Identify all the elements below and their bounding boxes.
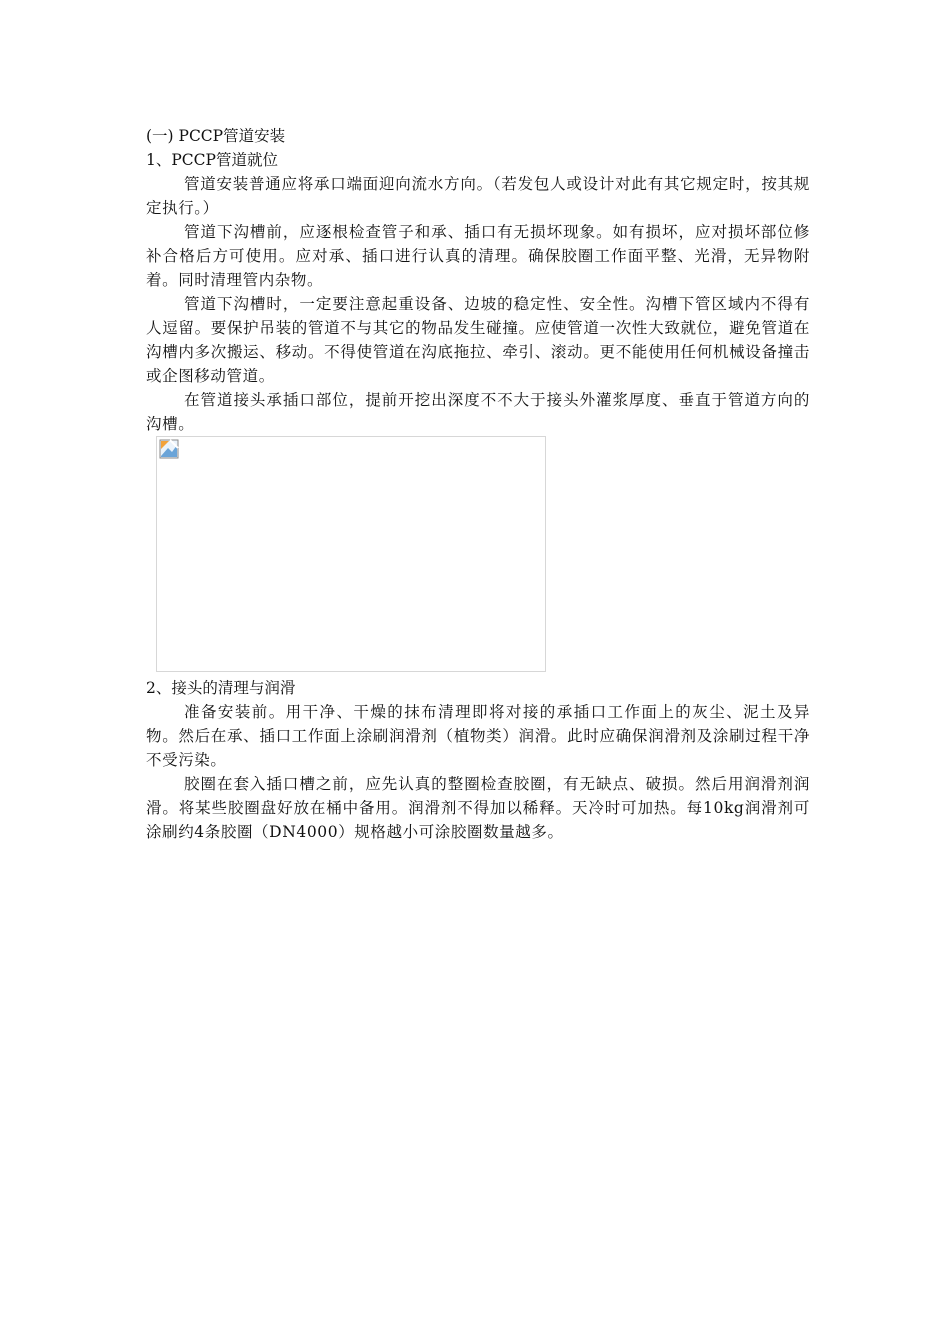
section-title: (一) PCCP管道安装 [146,127,286,145]
paragraph: 管道下沟槽前，应逐根检查管子和承、插口有无损坏现象。如有损坏，应对损坏部位修补合格后方可使用。应对承、插口进行认真的清理。确保胶圈工作面平整、光滑，无异物附着。同时清理管内杂物。 [146,223,810,289]
paragraph: 胶圈在套入插口槽之前，应先认真的整圈检查胶圈，有无缺点、破损。然后用润滑剂润滑。将某些胶圈盘好放在桶中备用。润滑剂不得加以稀释。天冷时可加热。每10kg润滑剂可涂刷约4条胶圈（DN4000）规格越小可涂胶圈数量越多。 [146,775,810,841]
image-placeholder [156,436,546,672]
broken-image-icon [159,439,179,459]
subsection-heading-2: 2、接头的清理与润滑 [146,679,296,697]
paragraph: 在管道接头承插口部位，提前开挖出深度不不大于接头外灌浆厚度、垂直于管道方向的沟槽。 [146,391,810,433]
paragraph: 管道安装普通应将承口端面迎向流水方向。（若发包人或设计对此有其它规定时，按其规定执行。） [146,175,810,217]
document-body [146,124,810,844]
subsection-heading-1: 1、PCCP管道就位 [146,151,278,169]
paragraph: 管道下沟槽时，一定要注意起重设备、边坡的稳定性、安全性。沟槽下管区域内不得有人逗留。要保护吊装的管道不与其它的物品发生碰撞。应使管道一次性大致就位，避免管道在沟槽内多次搬运、移动。不得使管道在沟底拖拉、牵引、滚动。更不能使用任何机械设备撞击或企图移动管道。 [146,295,810,385]
paragraph: 准备安装前。用干净、干燥的抹布清理即将对接的承插口工作面上的灰尘、泥土及异物。然后在承、插口工作面上涂刷润滑剂（植物类）润滑。此时应确保润滑剂及涂刷过程干净不受污染。 [146,703,810,769]
